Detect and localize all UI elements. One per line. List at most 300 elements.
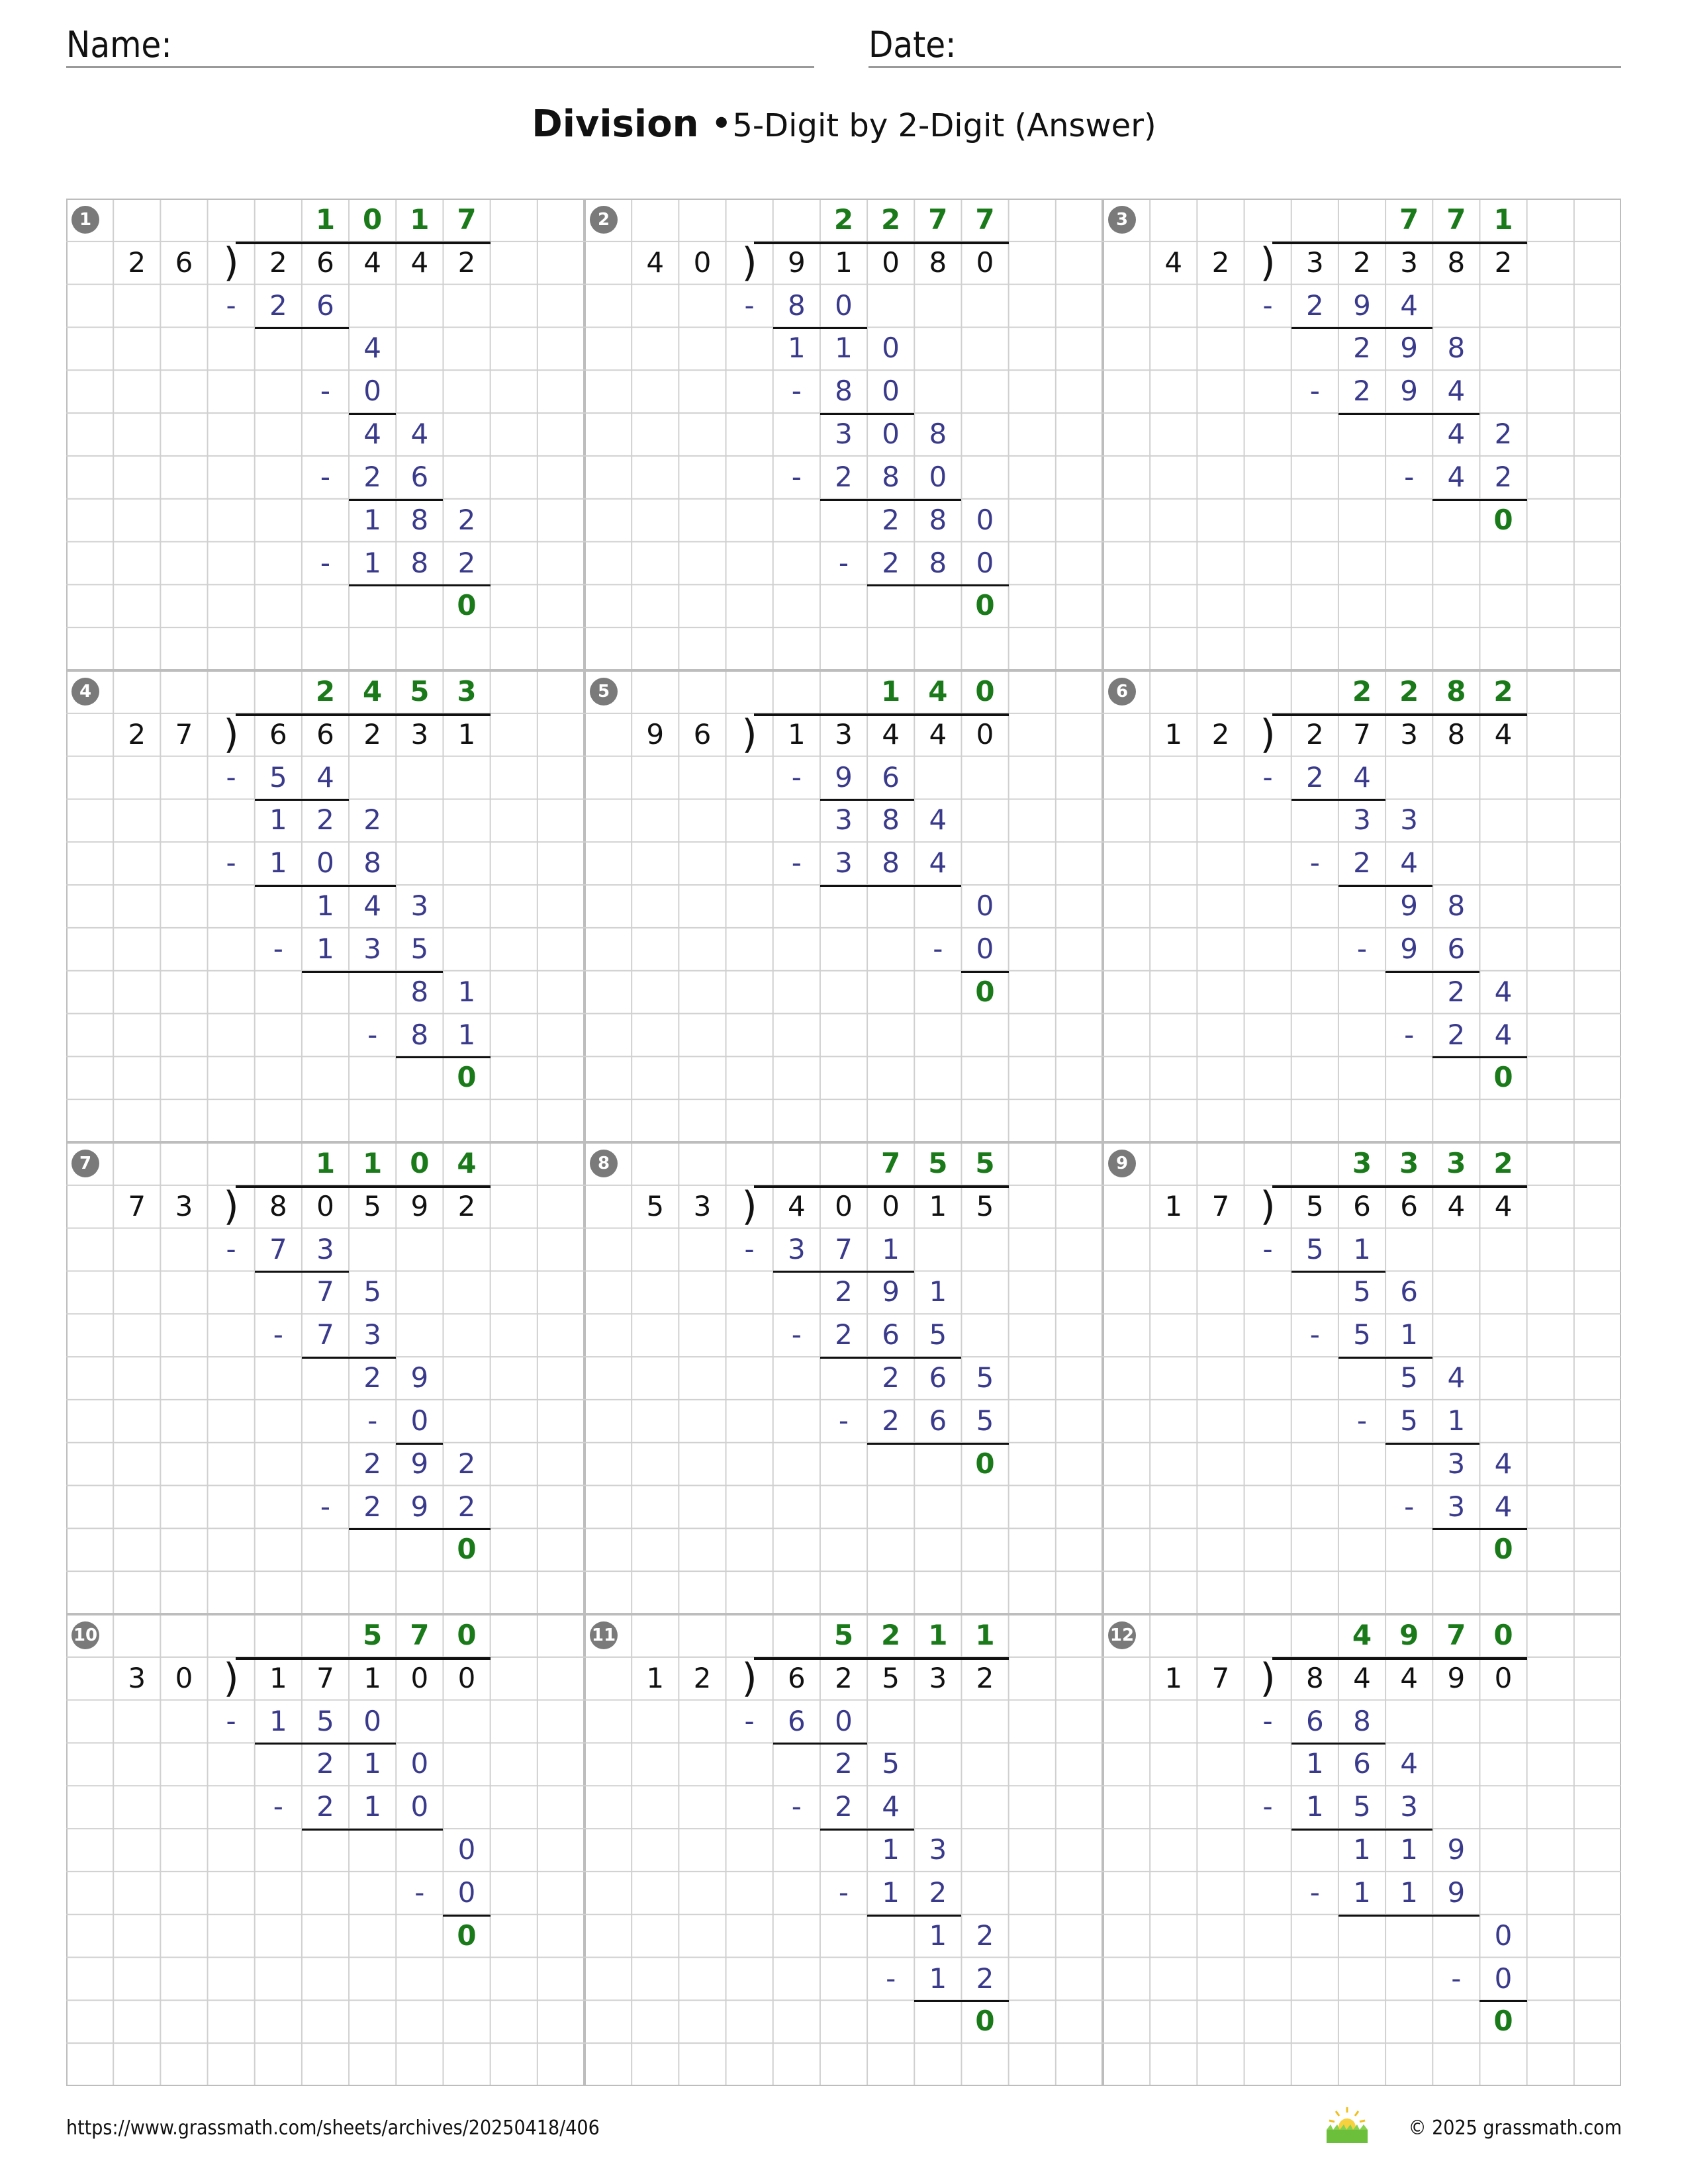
- work-digit: 8: [1447, 889, 1466, 923]
- work-digit: 9: [1400, 932, 1419, 965]
- divisor-digit: 2: [693, 1661, 712, 1694]
- remainder-digit: 0: [1493, 2005, 1513, 2038]
- dividend-digit: 7: [316, 1661, 334, 1694]
- remainder-digit: 0: [975, 1447, 995, 1480]
- division-bar: [1272, 713, 1526, 716]
- title-bullet: •: [710, 103, 733, 146]
- minus-sign: -: [744, 1704, 755, 1737]
- division-bracket: ): [223, 1183, 239, 1230]
- problem-number-badge: 12: [1108, 1621, 1136, 1649]
- work-digit: 6: [787, 1704, 806, 1737]
- quotient-digit: 7: [881, 1147, 901, 1179]
- work-digit: 5: [1305, 1232, 1324, 1265]
- dividend-digit: 8: [929, 246, 947, 279]
- minus-sign: -: [320, 460, 331, 493]
- dividend-digit: 2: [835, 1661, 853, 1694]
- quotient-digit: 1: [315, 1147, 336, 1179]
- dividend-digit: 2: [457, 1189, 476, 1222]
- work-digit: 2: [882, 546, 900, 579]
- dividend-digit: 7: [1353, 717, 1371, 751]
- work-digit: 1: [363, 503, 382, 536]
- work-digit: 3: [835, 803, 853, 837]
- division-bar: [754, 242, 1008, 244]
- work-digit: 0: [929, 460, 947, 493]
- work-digit: 2: [363, 460, 382, 493]
- work-digit: 5: [976, 1404, 994, 1437]
- work-digit: 9: [1353, 289, 1371, 322]
- work-digit: 5: [1353, 1318, 1371, 1351]
- work-digit: 1: [363, 1747, 382, 1780]
- work-digit: 3: [410, 889, 429, 923]
- quotient-digit: 0: [975, 675, 995, 707]
- dividend-digit: 0: [1494, 1661, 1513, 1694]
- work-digit: 1: [457, 1018, 476, 1051]
- work-digit: 5: [1353, 1790, 1371, 1823]
- problem-number-badge: 5: [590, 678, 618, 705]
- minus-sign: -: [1262, 289, 1273, 322]
- problem-number-badge: 6: [1108, 678, 1136, 705]
- work-digit: 2: [269, 289, 287, 322]
- remainder-digit: 0: [457, 1919, 477, 1952]
- minus-sign: -: [886, 1962, 896, 1995]
- work-digit: 4: [1494, 1490, 1513, 1523]
- work-digit: 4: [1447, 1361, 1466, 1394]
- problem-number-badge: 3: [1108, 206, 1136, 234]
- quotient-digit: 2: [1493, 1147, 1513, 1179]
- dividend-digit: 5: [976, 1189, 994, 1222]
- work-digit: 1: [316, 932, 334, 965]
- division-bar: [1272, 1657, 1526, 1660]
- work-digit: 0: [1494, 1919, 1513, 1952]
- remainder-digit: 0: [457, 589, 477, 622]
- work-digit: 9: [1400, 375, 1419, 408]
- work-digit: 5: [316, 1704, 334, 1737]
- dividend-digit: 1: [929, 1189, 947, 1222]
- dividend-digit: 2: [363, 717, 382, 751]
- problem-number-badge: 8: [590, 1150, 618, 1177]
- minus-sign: -: [1404, 1490, 1415, 1523]
- work-digit: 4: [929, 846, 947, 880]
- work-digit: 2: [457, 546, 476, 579]
- remainder-digit: 0: [457, 1061, 477, 1094]
- work-digit: 8: [929, 503, 947, 536]
- quotient-digit: 3: [1446, 1147, 1466, 1179]
- minus-sign: -: [226, 1232, 236, 1265]
- minus-sign: -: [320, 546, 331, 579]
- work-digit: 2: [1353, 375, 1371, 408]
- dividend-digit: 8: [1447, 717, 1466, 751]
- work-digit: 3: [316, 1232, 334, 1265]
- dividend-digit: 2: [269, 246, 287, 279]
- work-digit: 6: [410, 460, 429, 493]
- work-digit: 2: [1305, 289, 1324, 322]
- work-digit: 4: [1353, 760, 1371, 794]
- quotient-digit: 3: [1352, 1147, 1372, 1179]
- dividend-digit: 5: [363, 1189, 382, 1222]
- quotient-digit: 1: [315, 203, 336, 236]
- work-digit: 4: [410, 418, 429, 451]
- division-bar: [236, 1657, 490, 1660]
- name-line[interactable]: [66, 66, 814, 68]
- work-digit: 3: [1353, 803, 1371, 837]
- work-digit: 0: [410, 1747, 429, 1780]
- dividend-digit: 4: [410, 246, 429, 279]
- division-bracket: ): [741, 711, 757, 758]
- work-digit: 8: [410, 503, 429, 536]
- work-digit: 5: [1400, 1404, 1419, 1437]
- work-digit: 2: [835, 1275, 853, 1308]
- work-digit: 8: [1353, 1704, 1371, 1737]
- divisor-digit: 0: [175, 1661, 193, 1694]
- quotient-digit: 0: [410, 1147, 430, 1179]
- minus-sign: -: [1309, 1876, 1320, 1909]
- dividend-digit: 6: [787, 1661, 806, 1694]
- minus-sign: -: [273, 1318, 283, 1351]
- work-digit: 1: [929, 1919, 947, 1952]
- footer-url[interactable]: https://www.grassmath.com/sheets/archives/20250418/406: [66, 2116, 600, 2140]
- dividend-digit: 2: [1494, 246, 1513, 279]
- date-line[interactable]: [868, 66, 1621, 68]
- quotient-digit: 3: [1399, 1147, 1419, 1179]
- dividend-digit: 9: [1447, 1661, 1466, 1694]
- work-digit: 0: [882, 418, 900, 451]
- remainder-digit: 0: [1493, 1061, 1513, 1094]
- work-digit: 4: [929, 803, 947, 837]
- divisor-digit: 2: [1211, 246, 1230, 279]
- minus-sign: -: [226, 289, 236, 322]
- work-digit: 2: [835, 1790, 853, 1823]
- work-digit: 4: [1400, 289, 1419, 322]
- work-digit: 6: [1400, 1275, 1419, 1308]
- division-bracket: ): [1260, 1655, 1276, 1702]
- work-digit: 2: [1494, 418, 1513, 451]
- work-digit: 8: [929, 546, 947, 579]
- minus-sign: -: [367, 1018, 378, 1051]
- minus-sign: -: [1404, 1018, 1415, 1051]
- work-digit: 7: [269, 1232, 287, 1265]
- divisor-digit: 7: [1211, 1661, 1230, 1694]
- work-digit: 2: [1353, 846, 1371, 880]
- work-digit: 4: [363, 889, 382, 923]
- work-digit: 1: [929, 1275, 947, 1308]
- problem-number-badge: 9: [1108, 1150, 1136, 1177]
- dividend-digit: 9: [410, 1189, 429, 1222]
- dividend-digit: 4: [363, 246, 382, 279]
- work-digit: 0: [1494, 1962, 1513, 1995]
- work-digit: 1: [457, 975, 476, 1008]
- work-digit: 7: [835, 1232, 853, 1265]
- dividend-digit: 2: [976, 1661, 994, 1694]
- subtraction-line: [1338, 1915, 1480, 1917]
- division-bracket: ): [741, 1655, 757, 1702]
- work-digit: 3: [363, 932, 382, 965]
- problem-number-badge: 4: [71, 678, 99, 705]
- work-digit: 5: [882, 1747, 900, 1780]
- work-digit: 6: [1353, 1747, 1371, 1780]
- work-digit: 6: [929, 1404, 947, 1437]
- work-digit: 3: [929, 1833, 947, 1866]
- work-digit: 9: [1447, 1833, 1466, 1866]
- minus-sign: -: [744, 1232, 755, 1265]
- work-digit: 1: [363, 1790, 382, 1823]
- work-digit: 9: [882, 1275, 900, 1308]
- divisor-digit: 6: [693, 717, 712, 751]
- dividend-digit: 5: [882, 1661, 900, 1694]
- work-digit: 0: [316, 846, 334, 880]
- division-bar: [1272, 242, 1526, 244]
- minus-sign: -: [791, 375, 802, 408]
- work-digit: 5: [410, 932, 429, 965]
- dividend-digit: 9: [787, 246, 806, 279]
- quotient-digit: 7: [928, 203, 948, 236]
- work-digit: 2: [835, 1747, 853, 1780]
- work-digit: 8: [1447, 332, 1466, 365]
- quotient-digit: 5: [975, 1147, 995, 1179]
- work-digit: 3: [787, 1232, 806, 1265]
- work-digit: 2: [363, 803, 382, 837]
- work-digit: 6: [1447, 932, 1466, 965]
- divisor-digit: 3: [175, 1189, 193, 1222]
- minus-sign: -: [273, 932, 283, 965]
- work-digit: 8: [410, 1018, 429, 1051]
- work-digit: 1: [787, 332, 806, 365]
- minus-sign: -: [791, 1790, 802, 1823]
- division-bracket: ): [741, 239, 757, 286]
- subtraction-line: [255, 327, 349, 329]
- work-digit: 0: [457, 1876, 476, 1909]
- work-digit: 5: [929, 1318, 947, 1351]
- quotient-digit: 7: [1446, 203, 1466, 236]
- work-digit: 2: [1447, 975, 1466, 1008]
- quotient-digit: 7: [975, 203, 995, 236]
- dividend-digit: 1: [835, 246, 853, 279]
- work-digit: 2: [929, 1876, 947, 1909]
- work-digit: 4: [1447, 375, 1466, 408]
- work-digit: 2: [363, 1490, 382, 1523]
- work-digit: 4: [882, 1790, 900, 1823]
- work-digit: 0: [835, 1704, 853, 1737]
- work-digit: 4: [1494, 975, 1513, 1008]
- work-digit: 1: [1305, 1747, 1324, 1780]
- minus-sign: -: [1309, 846, 1320, 880]
- quotient-digit: 7: [410, 1619, 430, 1651]
- work-digit: 1: [316, 889, 334, 923]
- dividend-digit: 0: [410, 1661, 429, 1694]
- divisor-digit: 0: [693, 246, 712, 279]
- work-digit: 5: [363, 1275, 382, 1308]
- work-digit: 0: [976, 546, 994, 579]
- divisor-digit: 6: [175, 246, 193, 279]
- quotient-digit: 2: [833, 203, 854, 236]
- minus-sign: -: [1262, 1790, 1273, 1823]
- work-digit: 8: [410, 975, 429, 1008]
- division-bracket: ): [223, 239, 239, 286]
- division-bracket: ): [1260, 711, 1276, 758]
- work-digit: 4: [1400, 846, 1419, 880]
- minus-sign: -: [226, 760, 236, 794]
- quotient-digit: 8: [1446, 675, 1466, 707]
- work-digit: 3: [835, 418, 853, 451]
- work-digit: 6: [882, 1318, 900, 1351]
- minus-sign: -: [1451, 1962, 1462, 1995]
- work-digit: 2: [363, 1361, 382, 1394]
- divisor-digit: 1: [1164, 1661, 1183, 1694]
- work-digit: 0: [976, 889, 994, 923]
- name-label: Name:: [66, 24, 172, 66]
- quotient-digit: 5: [928, 1147, 948, 1179]
- quotient-digit: 9: [1399, 1619, 1419, 1651]
- work-digit: 1: [363, 546, 382, 579]
- remainder-digit: 0: [1493, 503, 1513, 536]
- work-digit: 4: [1400, 1747, 1419, 1780]
- dividend-digit: 2: [1353, 246, 1371, 279]
- quotient-digit: 0: [457, 1619, 477, 1651]
- work-digit: 6: [1305, 1704, 1324, 1737]
- division-bracket: ): [1260, 1183, 1276, 1230]
- division-bracket: ): [741, 1183, 757, 1230]
- work-digit: 8: [410, 546, 429, 579]
- dividend-digit: 4: [1353, 1661, 1371, 1694]
- work-digit: 0: [976, 932, 994, 965]
- quotient-digit: 2: [315, 675, 336, 707]
- footer-copyright: © 2025 grassmath.com: [1408, 2116, 1622, 2140]
- minus-sign: -: [1262, 1704, 1273, 1737]
- work-digit: 9: [410, 1361, 429, 1394]
- work-digit: 1: [269, 846, 287, 880]
- minus-sign: -: [791, 846, 802, 880]
- dividend-digit: 4: [1447, 1189, 1466, 1222]
- divisor-digit: 3: [693, 1189, 712, 1222]
- minus-sign: -: [273, 1790, 283, 1823]
- problem-number-badge: 10: [71, 1621, 99, 1649]
- division-bar: [754, 713, 1008, 716]
- divisor-digit: 2: [128, 717, 146, 751]
- divisor-digit: 1: [1164, 1189, 1183, 1222]
- work-digit: 7: [316, 1318, 334, 1351]
- work-digit: 9: [835, 760, 853, 794]
- dividend-digit: 5: [1305, 1189, 1324, 1222]
- dividend-digit: 1: [269, 1661, 287, 1694]
- work-digit: 4: [1494, 1018, 1513, 1051]
- division-bracket: ): [223, 711, 239, 758]
- work-digit: 3: [1447, 1447, 1466, 1480]
- work-digit: 3: [1400, 1790, 1419, 1823]
- dividend-digit: 3: [1400, 246, 1419, 279]
- work-digit: 1: [269, 1704, 287, 1737]
- work-digit: 3: [363, 1318, 382, 1351]
- quotient-digit: 2: [881, 203, 901, 236]
- work-digit: 2: [976, 1919, 994, 1952]
- dividend-digit: 2: [1305, 717, 1324, 751]
- subtraction-line: [820, 885, 962, 887]
- dividend-digit: 6: [316, 717, 334, 751]
- remainder-digit: 0: [975, 589, 995, 622]
- quotient-digit: 4: [457, 1147, 477, 1179]
- dividend-digit: 0: [882, 1189, 900, 1222]
- remainder-digit: 0: [975, 2005, 995, 2038]
- work-digit: 5: [1400, 1361, 1419, 1394]
- work-digit: 1: [1400, 1833, 1419, 1866]
- worksheet-grid: [66, 199, 1621, 2086]
- work-digit: 9: [1447, 1876, 1466, 1909]
- dividend-digit: 3: [1400, 717, 1419, 751]
- work-digit: 7: [316, 1275, 334, 1308]
- page-title: [0, 103, 1688, 146]
- quotient-digit: 2: [881, 1619, 901, 1651]
- work-digit: 3: [1400, 803, 1419, 837]
- division-bar: [754, 1185, 1008, 1188]
- work-digit: 2: [976, 1962, 994, 1995]
- work-digit: 6: [929, 1361, 947, 1394]
- minus-sign: -: [838, 1404, 849, 1437]
- quotient-digit: 1: [928, 1619, 948, 1651]
- minus-sign: -: [414, 1876, 425, 1909]
- quotient-digit: 2: [1493, 675, 1513, 707]
- work-digit: 1: [882, 1876, 900, 1909]
- remainder-digit: 0: [1493, 1533, 1513, 1566]
- work-digit: 3: [1447, 1490, 1466, 1523]
- minus-sign: -: [838, 546, 849, 579]
- work-digit: 5: [976, 1361, 994, 1394]
- work-digit: 0: [835, 289, 853, 322]
- minus-sign: -: [320, 1490, 331, 1523]
- dividend-digit: 8: [1447, 246, 1466, 279]
- work-digit: 0: [882, 375, 900, 408]
- dividend-digit: 0: [835, 1189, 853, 1222]
- work-digit: 2: [1447, 1018, 1466, 1051]
- dividend-digit: 1: [363, 1661, 382, 1694]
- divisor-digit: 7: [1211, 1189, 1230, 1222]
- dividend-digit: 8: [1305, 1661, 1324, 1694]
- divisor-digit: 9: [646, 717, 665, 751]
- work-digit: 2: [457, 1490, 476, 1523]
- quotient-digit: 0: [1493, 1619, 1513, 1651]
- divisor-digit: 4: [1164, 246, 1183, 279]
- quotient-digit: 4: [1352, 1619, 1372, 1651]
- dividend-digit: 0: [976, 717, 994, 751]
- work-digit: 4: [1447, 418, 1466, 451]
- work-digit: 2: [1305, 760, 1324, 794]
- divisor-digit: 2: [128, 246, 146, 279]
- division-bar: [754, 1657, 1008, 1660]
- work-digit: 8: [835, 375, 853, 408]
- divisor-digit: 4: [646, 246, 665, 279]
- division-bar: [236, 1185, 490, 1188]
- quotient-digit: 1: [410, 203, 430, 236]
- title-main: Division: [532, 103, 699, 146]
- quotient-digit: 7: [457, 203, 477, 236]
- work-digit: 8: [363, 846, 382, 880]
- problem-number-badge: 11: [590, 1621, 618, 1649]
- work-digit: 2: [835, 1318, 853, 1351]
- quotient-digit: 7: [1446, 1619, 1466, 1651]
- problem-number-badge: 1: [71, 206, 99, 234]
- problem-number-badge: 2: [590, 206, 618, 234]
- quotient-digit: 2: [1399, 675, 1419, 707]
- divisor-digit: 3: [128, 1661, 146, 1694]
- work-digit: 5: [1353, 1275, 1371, 1308]
- dividend-digit: 3: [1305, 246, 1324, 279]
- quotient-digit: 3: [457, 675, 477, 707]
- minus-sign: -: [791, 760, 802, 794]
- minus-sign: -: [744, 289, 755, 322]
- work-digit: 0: [457, 1833, 476, 1866]
- work-digit: 9: [410, 1490, 429, 1523]
- work-digit: 6: [882, 760, 900, 794]
- dividend-digit: 6: [269, 717, 287, 751]
- dividend-digit: 1: [457, 717, 476, 751]
- dividend-digit: 3: [835, 717, 853, 751]
